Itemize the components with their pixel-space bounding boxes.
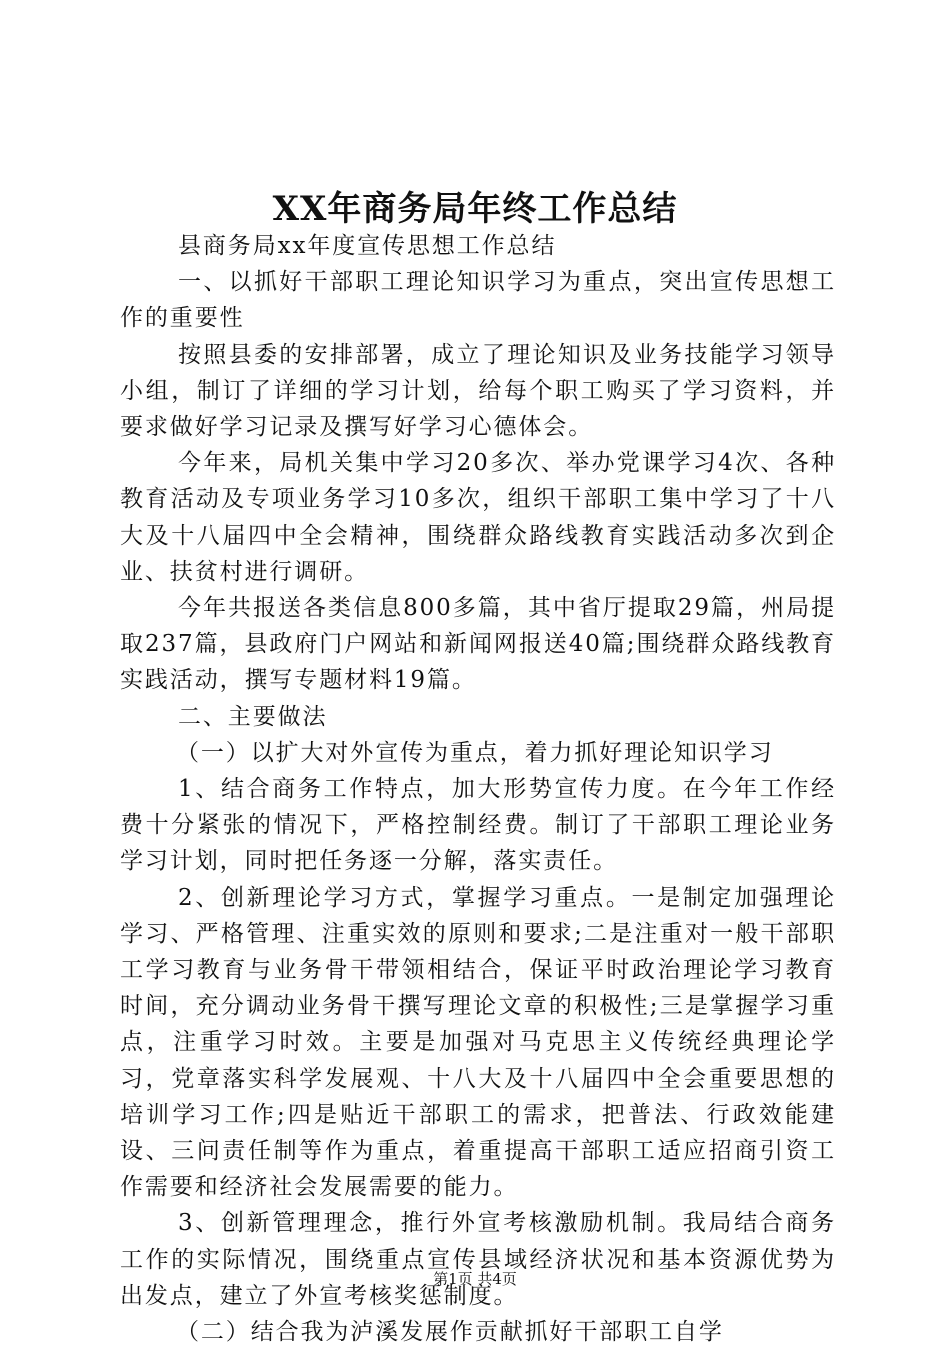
document-body [120,228,836,1350]
paragraph-study-group: 按照县委的安排部署，成立了理论知识及业务技能学习领导小组，制订了详细的学习计划，给每个职工购买了学习资料，并要求做好学习记录及撰写好学习心德体会。 [120,341,836,441]
paragraph-item-3: 3、创新管理理念，推行外宣考核激励机制。我局结合商务工作的实际情况，围绕重点宣传县域经济状况和基本资源优势为出发点，建立了外宣考核奖惩制度。 [120,1210,836,1309]
paragraph-section-2-heading: 二、主要做法 [178,703,328,730]
page-footer: 第1页 共4页 [433,1270,517,1288]
paragraph-info-reports: 今年共报送各类信息800多篇，其中省厅提取29篇，州局提取237篇，县政府门户网站和新闻网报送40篇;围绕群众路线教育实践活动，撰写专题材料19篇。 [120,595,836,694]
document-title: XX年商务局年终工作总结 [272,189,678,229]
paragraph-item-1: 1、结合商务工作特点，加大形势宣传力度。在今年工作经费十分紧张的情况下，严格控制经费。制订了干部职工理论业务学习计划，同时把任务逐一分解，落实责任。 [120,776,836,875]
paragraph-subsection-2-heading: （二）结合我为泸溪发展作贡献抓好干部职工自学 [176,1319,724,1346]
paragraph-subtitle: 县商务局xx年度宣传思想工作总结 [178,233,557,259]
paragraph-study-stats: 今年来，局机关集中学习20多次、举办党课学习4次、各种教育活动及专项业务学习10多次，组织干部职工集中学习了十八大及十八届四中全会精神，围绕群众路线教育实践活动多次到企业、扶贫村进行调研。 [120,450,836,585]
paragraph-subsection-1-heading: （一）以扩大对外宣传为重点，着力抓好理论知识学习 [176,739,774,766]
paragraph-section-1-heading: 一、以抓好干部职工理论知识学习为重点，突出宣传思想工作的重要性 [120,269,836,332]
paragraph-item-2: 2、创新理论学习方式，掌握学习重点。一是制定加强理论学习、严格管理、注重实效的原则和要求;二是注重对一般干部职工学习教育与业务骨干带领相结合，保证平时政治理论学习教育时间，充分调动业务骨干撰写理论文章的积极性;三是掌握学习重点，注重学习时效。主要是加强对马克思主义传统经典理论学习，党章落实科学发展观、十八大及十八届四中全会重要思想的培训学习工作;四是贴近干部职工的需求，把普法、行政效能建设、三问责任制等作为重点，着重提高干部职工适应招商引资工作需要和经济社会发展需要的能力。 [120,884,836,1201]
